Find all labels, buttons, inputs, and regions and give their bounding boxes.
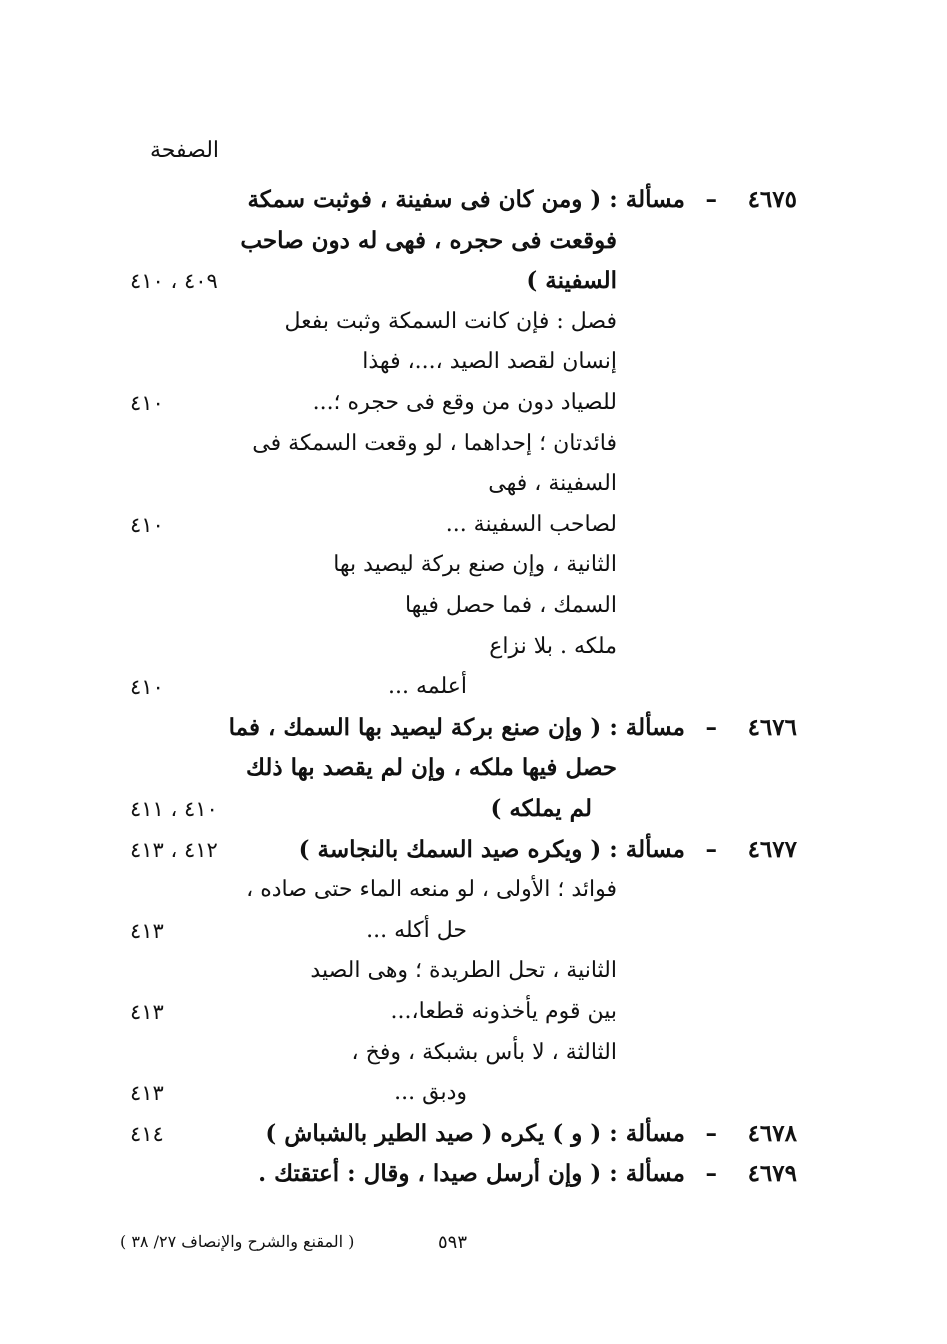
entry-text: أعلمه ... — [387, 674, 467, 700]
index-line — [0, 748, 947, 788]
entry-dash: – — [705, 186, 717, 213]
index-line — [0, 180, 947, 220]
entry-dash: – — [705, 713, 717, 741]
page-reference: ٤١٠ — [130, 675, 164, 700]
entry-text: فوقعت فى حجره ، فهى له دون صاحب — [240, 226, 617, 254]
index-line — [0, 464, 947, 504]
entry-text: ملكه . بلا نزاع — [489, 633, 617, 659]
entry-text: حصل فيها ملكه ، وإن لم يقصد بها ذلك — [246, 754, 617, 782]
entry-text: لم يملكه ) — [490, 795, 592, 822]
entry-text: للصياد دون من وقع فى حجره ؛... — [312, 390, 617, 415]
index-line — [0, 1154, 947, 1194]
index-line — [0, 830, 947, 870]
entry-dash: – — [705, 835, 717, 863]
index-line — [0, 302, 947, 342]
index-line — [0, 627, 947, 667]
index-line — [0, 424, 947, 464]
page-footer — [0, 1232, 947, 1262]
index-line — [0, 1114, 947, 1154]
entry-title: مسألة : ( ويكره صيد السمك بالنجاسة ) — [298, 835, 685, 863]
entry-text: الثالثة ، لا بأس بشبكة ، وفخ ، — [351, 1039, 617, 1065]
entry-text: بين قوم يأخذونه قطعا،... — [390, 999, 617, 1024]
index-line — [0, 911, 947, 951]
entry-title: مسألة : ( وإن أرسل صيدا ، وقال : أعتقتك . — [258, 1160, 685, 1188]
entry-text: فائدتان ؛ إحداهما ، لو وقعت السمكة فى — [252, 430, 617, 456]
index-line — [0, 667, 947, 707]
entry-text: فصل : فإن كانت السمكة وثبت بفعل — [284, 308, 617, 334]
page-column-header: الصفحة — [150, 138, 220, 163]
entry-text: السمك ، فما حصل فيها — [404, 593, 617, 618]
entry-number: ٤٦٧٦ — [747, 713, 797, 741]
entry-title: مسألة : ( ومن كان فى سفينة ، فوثبت سمكة — [247, 186, 685, 213]
index-line — [0, 261, 947, 301]
entry-text: لصاحب السفينة ... — [445, 511, 617, 537]
index-line — [0, 545, 947, 585]
source-reference: ( المقنع والشرح والإنصاف ٢٧/ ٣٨ ) — [120, 1232, 355, 1251]
entry-number: ٤٦٧٩ — [747, 1160, 797, 1188]
entry-text: إنسان لقصد الصيد ،...، فهذا — [362, 349, 617, 375]
entry-text: السفينة ) — [526, 267, 617, 295]
page-reference: ٤١٠ — [130, 512, 164, 537]
index-line — [0, 951, 947, 991]
entry-text: السفينة ، فهى — [488, 471, 617, 497]
entry-number: ٤٦٧٨ — [747, 1119, 797, 1147]
entry-number: ٤٦٧٧ — [747, 835, 797, 863]
page-reference: ٤١٣ — [130, 918, 164, 943]
page-reference: ٤١٠ ، ٤١١ — [130, 797, 218, 821]
entry-text: حل أكله ... — [366, 917, 467, 943]
page-reference: ٤٠٩ ، ٤١٠ — [130, 269, 218, 294]
index-line — [0, 870, 947, 910]
index-line — [0, 1033, 947, 1073]
page-number: ٥٩٣ — [438, 1232, 468, 1253]
entry-text: فوائد ؛ الأولى ، لو منعه الماء حتى صاده ، — [246, 877, 617, 903]
entry-text: الثانية ، وإن صنع بركة ليصيد بها — [333, 552, 617, 578]
page-reference: ٤١٣ — [130, 1000, 164, 1024]
index-line — [0, 992, 947, 1032]
page-reference: ٤١٢ ، ٤١٣ — [130, 837, 218, 862]
entry-dash: – — [705, 1160, 717, 1188]
index-line — [0, 789, 947, 829]
entry-text: الثانية ، تحل الطريدة ؛ وهى الصيد — [310, 958, 617, 984]
index-line — [0, 1073, 947, 1113]
page-reference: ٤١٠ — [130, 391, 164, 415]
index-line — [0, 383, 947, 423]
index-line — [0, 505, 947, 545]
page-reference: ٤١٤ — [130, 1121, 164, 1146]
entry-title: مسألة : ( وإن صنع بركة ليصيد بها السمك ، فما — [228, 713, 685, 741]
entry-dash: – — [705, 1119, 717, 1147]
entry-number: ٤٦٧٥ — [747, 186, 797, 213]
page-reference: ٤١٣ — [130, 1081, 164, 1106]
entry-title: مسألة : ( و ) يكره ( صيد الطير بالشباش ) — [265, 1119, 685, 1147]
index-line — [0, 708, 947, 748]
index-line — [0, 342, 947, 382]
entry-text: ودبق ... — [394, 1080, 467, 1106]
index-line — [0, 221, 947, 261]
index-line — [0, 586, 947, 626]
